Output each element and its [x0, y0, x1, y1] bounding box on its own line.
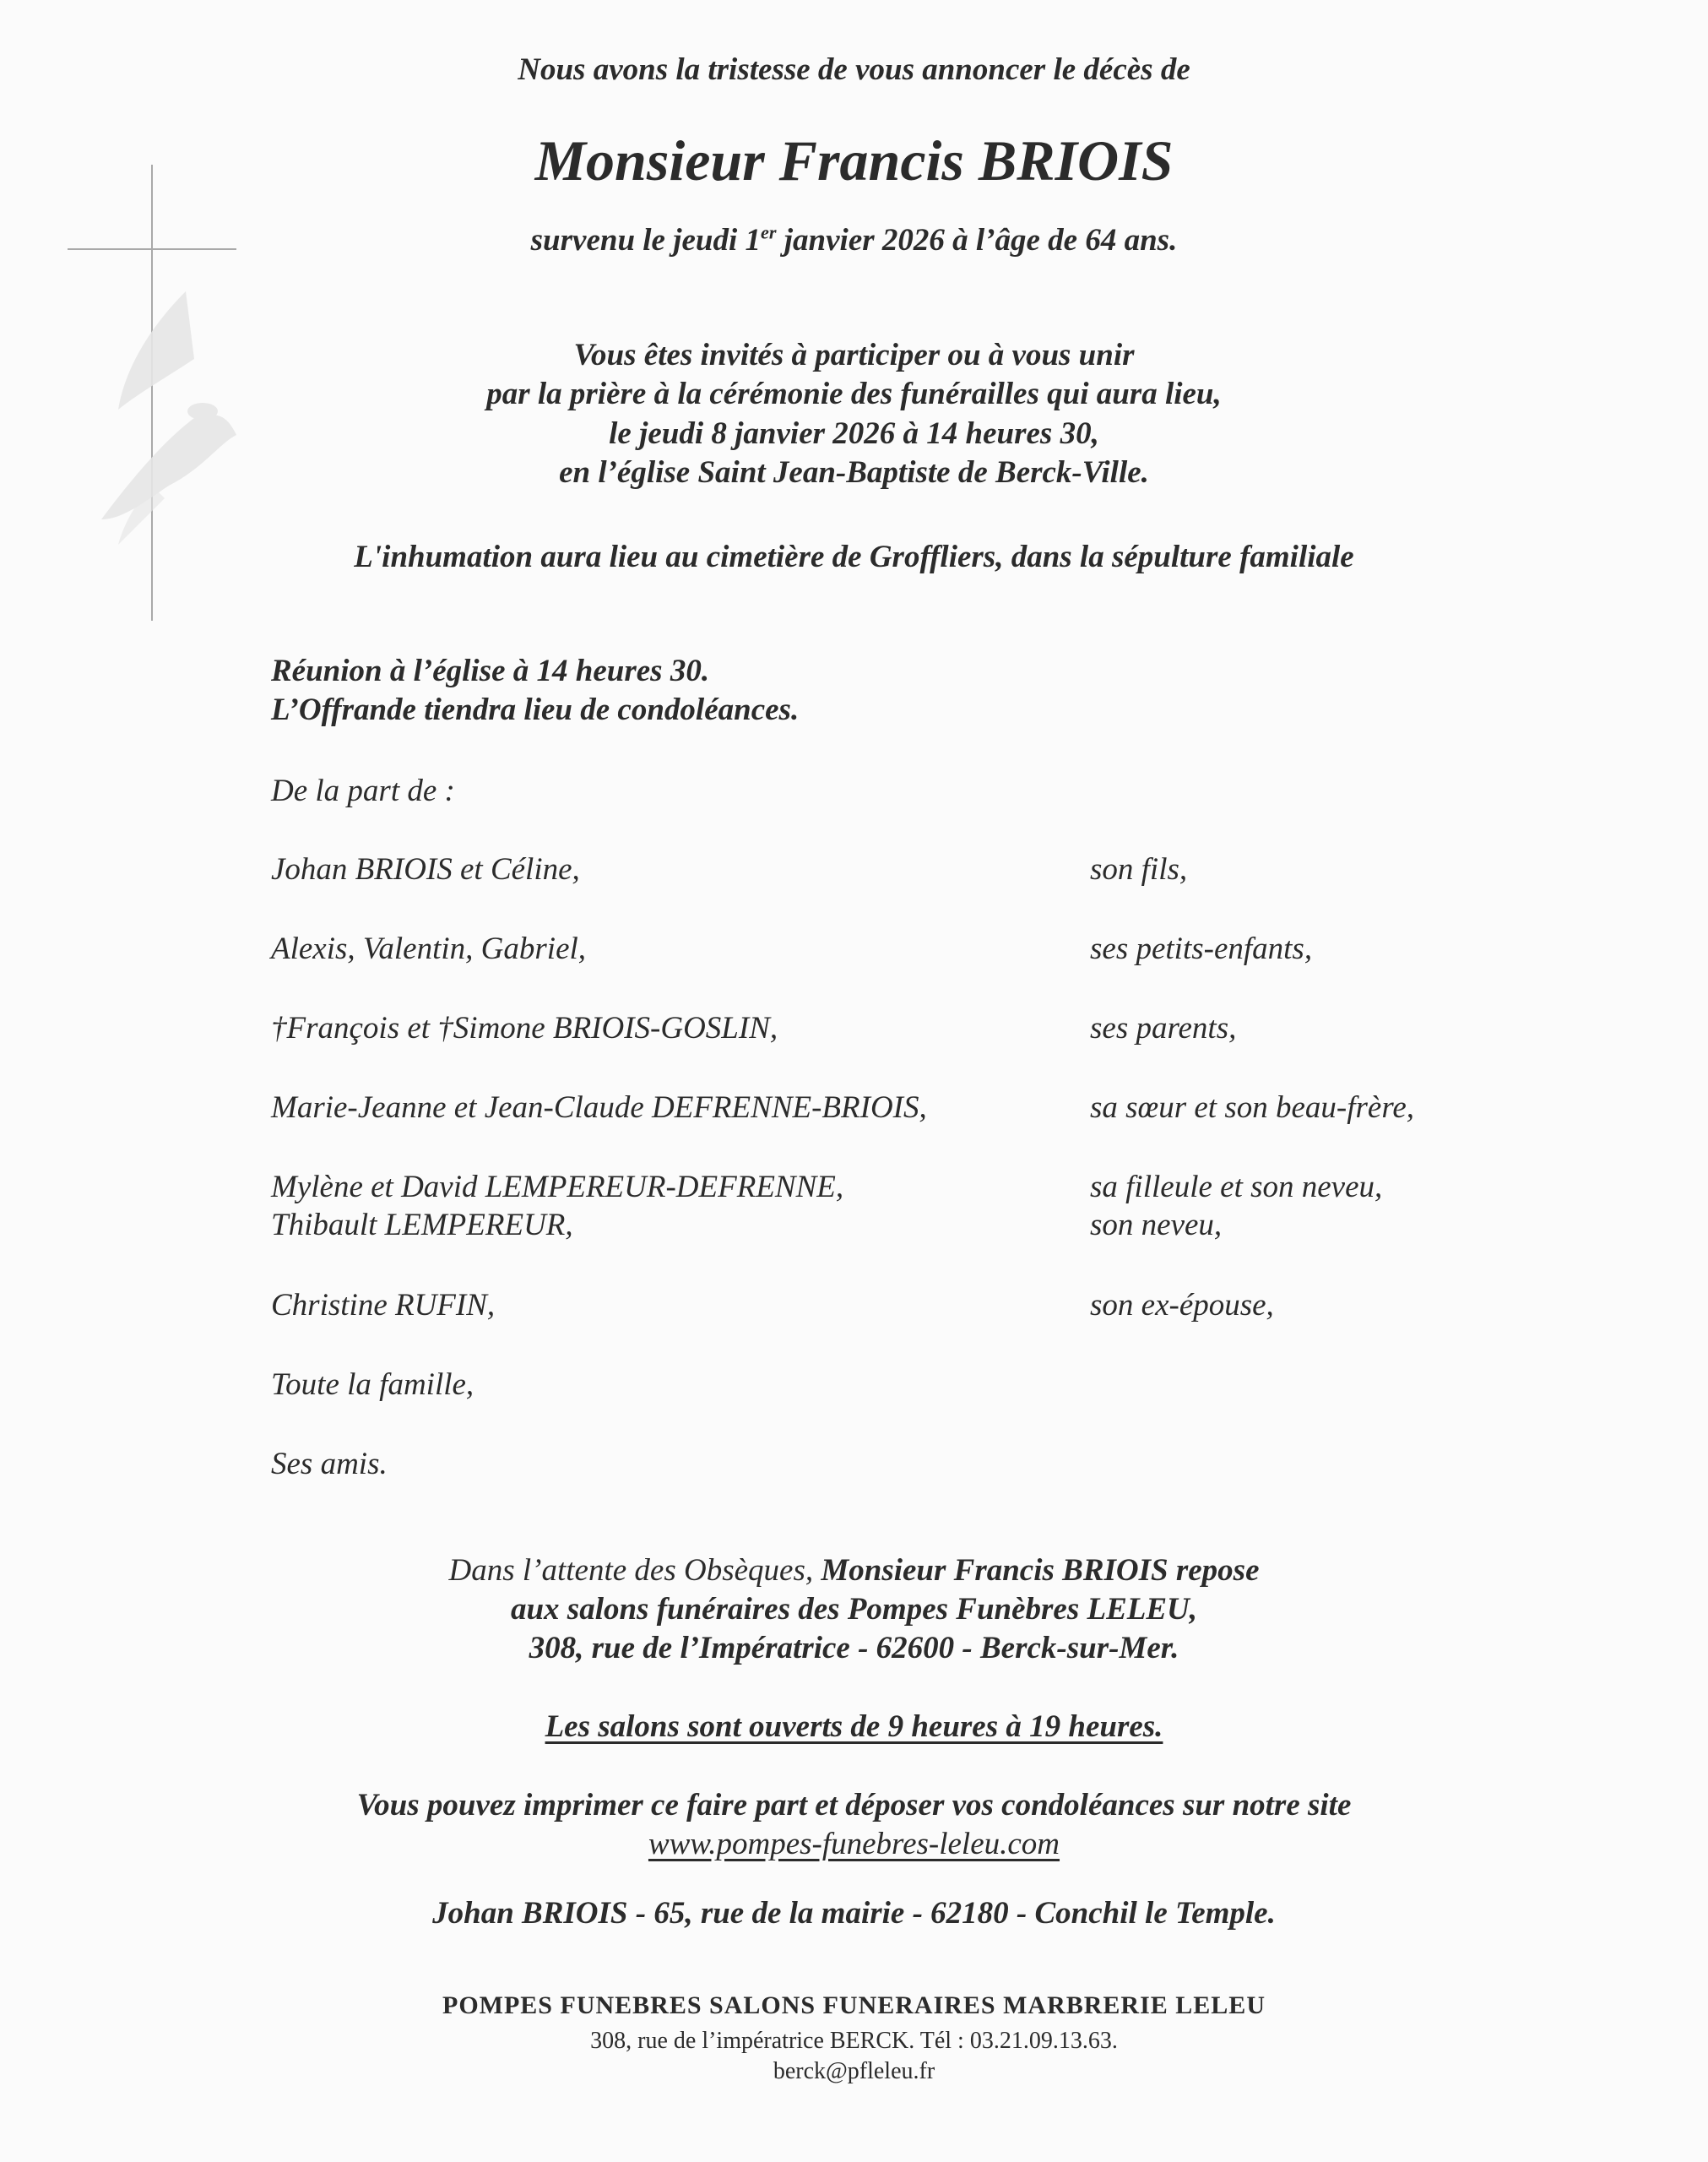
family-name-1: Johan BRIOIS et Céline,: [271, 852, 580, 887]
family-relation-4: sa sœur et son beau-frère,: [1090, 1090, 1415, 1125]
salon-hours: [0, 1708, 1708, 1746]
family-relation-7: son ex-épouse,: [1090, 1288, 1274, 1323]
family-name-6: Thibault LEMPEREUR,: [271, 1208, 573, 1242]
wake-line-1-name: Monsieur Francis BRIOIS repose: [821, 1553, 1260, 1588]
announcement-intro: Nous avons la tristesse de vous annoncer le décès de: [518, 52, 1190, 87]
website-link[interactable]: www.pompes-funebres-leleu.com: [648, 1827, 1060, 1861]
company-email: berck@pfleleu.fr: [773, 2058, 935, 2084]
wake-line-2: aux salons funéraires des Pompes Funèbres LELEU,: [510, 1592, 1198, 1627]
from-label: De la part de :: [271, 774, 455, 808]
salon-hours-text: Les salons sont ouverts de 9 heures à 19 heures.: [545, 1709, 1163, 1744]
company-name: POMPES FUNEBRES SALONS FUNERAIRES MARBRERIE LELEU: [442, 1991, 1266, 2019]
meeting-line-1: Réunion à l’église à 14 heures 30.: [271, 654, 710, 688]
family-relation-1: son fils,: [1090, 852, 1188, 887]
family-relation-6: son neveu,: [1090, 1208, 1223, 1242]
death-date-part1: survenu le jeudi 1: [530, 223, 762, 258]
family-name-4: Marie-Jeanne et Jean-Claude DEFRENNE-BRIOIS,: [271, 1090, 927, 1125]
family-name-5: Mylène et David LEMPEREUR-DEFRENNE,: [271, 1170, 844, 1204]
ceremony-line-1: Vous êtes invités à participer ou à vous unir: [573, 338, 1135, 372]
family-name-2: Alexis, Valentin, Gabriel,: [271, 932, 587, 966]
death-date-superscript: er: [761, 221, 777, 243]
family-relation-5: sa filleule et son neveu,: [1090, 1170, 1383, 1204]
wake-line-1: [0, 1551, 1708, 1590]
contact-address: Johan BRIOIS - 65, rue de la mairie - 62180 - Conchil le Temple.: [432, 1896, 1276, 1931]
family-relation-2: ses petits-enfants,: [1090, 932, 1313, 966]
family-name-8: Toute la famille,: [271, 1367, 474, 1402]
family-name-7: Christine RUFIN,: [271, 1288, 496, 1323]
death-date-line: [0, 221, 1708, 260]
family-name-3: †François et †Simone BRIOIS-GOSLIN,: [271, 1011, 778, 1046]
death-date-part2: janvier 2026 à l’âge de 64 ans.: [776, 223, 1178, 258]
wake-line-1-intro: Dans l’attente des Obsèques,: [448, 1553, 821, 1588]
family-name-9: Ses amis.: [271, 1447, 388, 1481]
deceased-name: Monsieur Francis BRIOIS: [534, 128, 1174, 193]
ceremony-line-3: le jeudi 8 janvier 2026 à 14 heures 30,: [609, 416, 1099, 451]
ceremony-line-2: par la prière à la cérémonie des funérailles qui aura lieu,: [486, 377, 1222, 411]
ceremony-line-4: en l’église Saint Jean-Baptiste de Berck-Ville.: [559, 455, 1149, 490]
company-address: 308, rue de l’impératrice BERCK. Tél : 03.21.09.13.63.: [590, 2028, 1118, 2054]
burial-line: L'inhumation aura lieu au cimetière de Groffliers, dans la sépulture familiale: [354, 540, 1354, 574]
family-relation-3: ses parents,: [1090, 1011, 1237, 1046]
meeting-line-2: L’Offrande tiendra lieu de condoléances.: [271, 693, 800, 727]
website-link-line: [0, 1825, 1708, 1864]
wake-address: 308, rue de l’Impératrice - 62600 - Berck-sur-Mer.: [529, 1631, 1179, 1665]
online-condolences-text: Vous pouvez imprimer ce faire part et déposer vos condoléances sur notre site: [356, 1788, 1352, 1822]
